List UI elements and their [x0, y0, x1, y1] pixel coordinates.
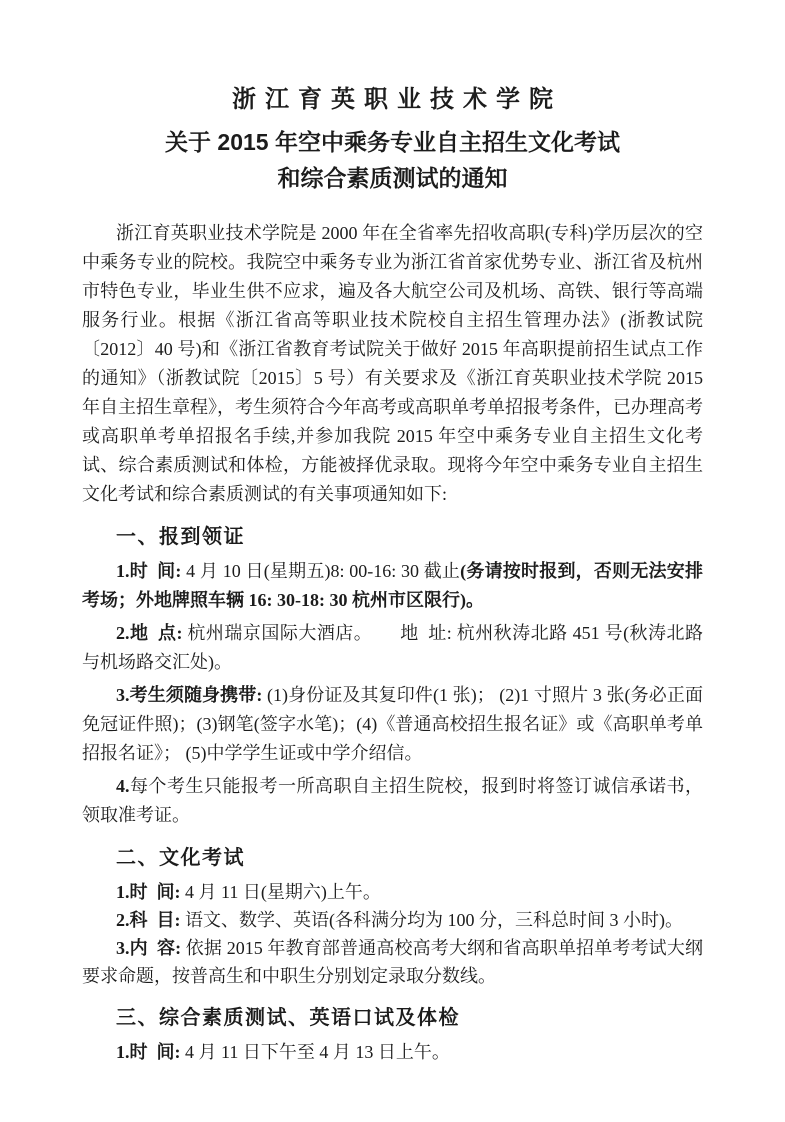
item-address-label: 地 址:	[363, 623, 452, 643]
section-3-item-time	[82, 1038, 703, 1066]
section-2-item-time	[82, 878, 703, 906]
item-bring-text: (1)身份证及其复印件(1 张)； (2)1 寸照片 3 张(务必正面免冠证件照)；(3)钢笔(签字水笔)；(4)《普通高校招生报名证》或《高职单考单招报名证》； (5)中学学生证或中学介绍信。	[82, 685, 703, 763]
item-commitment-label: 4.	[116, 776, 130, 796]
section-1-heading: 一、报到领证	[116, 526, 245, 548]
item-bring-label: 3.考生须随身携带:	[116, 685, 263, 705]
item-content-label: 3.内 容:	[116, 938, 182, 958]
item-time-text: 4 月 11 日(星期六)上午。	[180, 882, 381, 902]
document-subtitle-line2: 和综合素质测试的通知	[277, 165, 508, 191]
item-time-label: 1.时 间:	[116, 1042, 181, 1062]
section-quality-test	[82, 1003, 703, 1066]
document-title: 浙江育英职业技术学院	[232, 87, 562, 113]
item-commitment-text: 每个考生只能报考一所高职自主招生院校，报到时将签订诚信承诺书，领取准考证。	[82, 776, 703, 825]
item-subjects-text: 语文、数学、英语(各科满分均为 100 分，三科总时间 3 小时)。	[180, 910, 683, 930]
item-time-text: 4 月 11 日下午至 4 月 13 日上午。	[180, 1042, 450, 1062]
item-place-text: 杭州瑞京国际大酒店。	[182, 623, 364, 643]
section-1-item-commitment	[82, 772, 703, 830]
section-2-item-content	[82, 934, 703, 990]
intro-paragraph: 浙江育英职业技术学院是 2000 年在全省率先招收高职(专科)学历层次的空中乘务专业的院校。我院空中乘务专业为浙江省首家优势专业、浙江省及杭州市特色专业，毕业生供不应求，遍及各大航空公司及机场、高铁、银行等高端服务行业。根据《浙江省高等职业技术院校自主招生管理办法》(浙教试院〔2012〕40 号)和《浙江省教育考试院关于做好 2015 年高职提前招生试点工作的通知》（浙教试院〔2015〕5 号）有关要求及《浙江育英职业技术学院 2015 年自主招生章程》，考生须符合今年高考或高职单考单招报考条件，已办理高考或高职单考单招报名手续,并参加我院 2015 年空中乘务专业自主招生文化考试、综合素质测试和体检，方能被择优录取。现将今年空中乘务专业自主招生文化考试和综合素质测试的有关事项通知如下:	[82, 223, 703, 504]
item-time-label: 1.时 间:	[116, 882, 181, 902]
item-time-text: 4 月 10 日(星期五)8: 00-16: 30 截止	[181, 561, 461, 581]
item-content-text: 依据 2015 年教育部普通高校高考大纲和省高职单招单考考试大纲要求命题，按普高生和中职生分别划定录取分数线。	[82, 938, 703, 986]
document-content	[82, 86, 703, 1066]
section-3-heading: 三、综合素质测试、英语口试及体检	[116, 1007, 460, 1029]
item-place-label: 2.地 点:	[116, 623, 183, 643]
item-time-label: 1.时 间:	[116, 561, 182, 581]
section-registration	[82, 522, 703, 830]
section-2-heading: 二、文化考试	[116, 847, 245, 869]
section-1-item-place	[82, 619, 703, 677]
item-address-text: 杭州秋涛北路 451 号(秋涛北路与机场路交汇处)。	[82, 623, 703, 672]
section-1-item-bring	[82, 681, 703, 768]
section-culture-exam	[82, 843, 703, 990]
item-time-note: (务请按时报到，否则无法安排考场；外地牌照车辆 16: 30-18: 30 杭州市区限行)。	[82, 561, 703, 610]
document-subtitle-line1: 关于 2015 年空中乘务专业自主招生文化考试	[165, 129, 620, 155]
section-1-item-time	[82, 557, 703, 615]
section-2-item-subjects	[82, 906, 703, 934]
item-subjects-label: 2.科 目:	[116, 910, 181, 930]
